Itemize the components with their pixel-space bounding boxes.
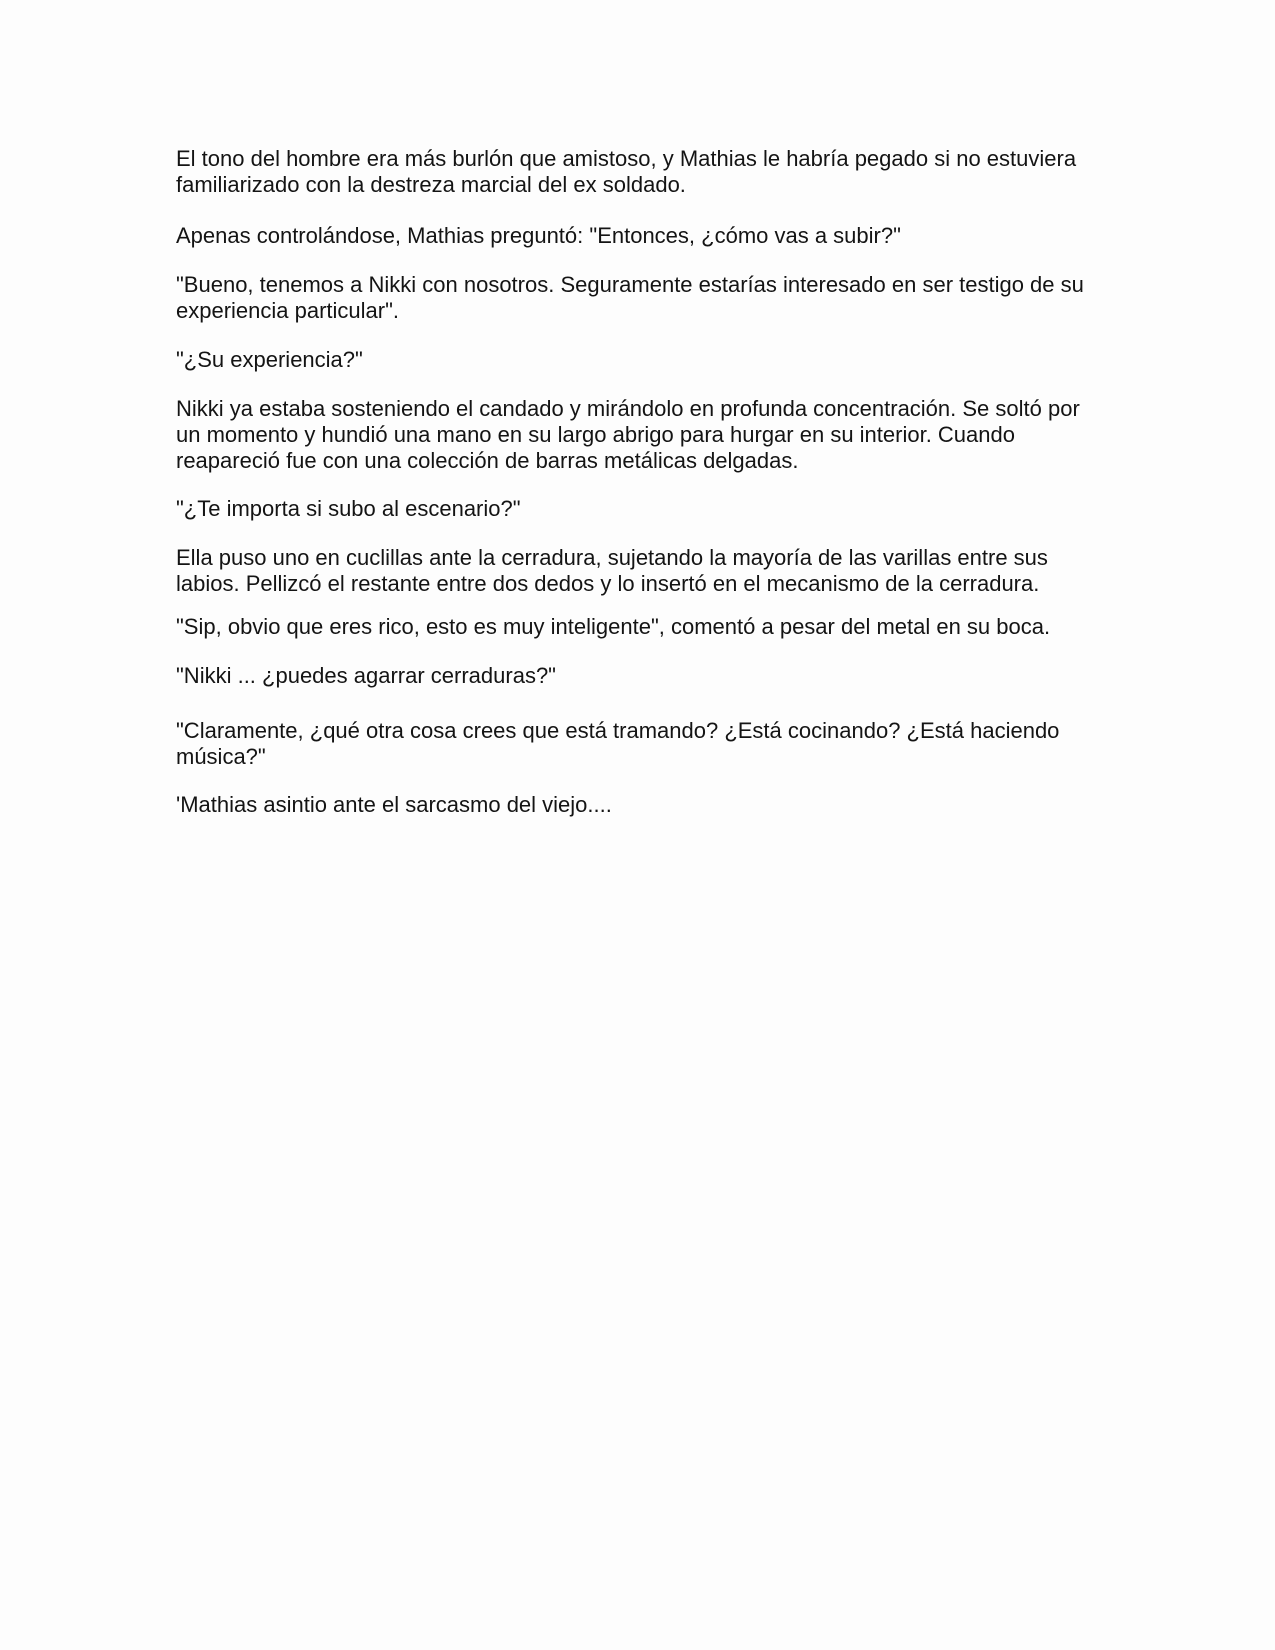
paragraph: "Nikki ... ¿puedes agarrar cerraduras?" bbox=[176, 663, 556, 688]
paragraph: Apenas controlándose, Mathias preguntó: "Entonces, ¿cómo vas a subir?" bbox=[176, 223, 901, 248]
paragraph: El tono del hombre era más burlón que amistoso, y Mathias le habría pegado si no estuviera familiarizado con la destreza marcial del ex soldado. bbox=[176, 146, 1077, 197]
paragraph: 'Mathias asintio ante el sarcasmo del viejo.... bbox=[176, 792, 612, 817]
paragraph: "¿Te importa si subo al escenario?" bbox=[176, 496, 521, 521]
paragraph: "Sip, obvio que eres rico, esto es muy inteligente", comentó a pesar del metal en su boca. bbox=[176, 614, 1051, 639]
body-text bbox=[176, 146, 1106, 818]
paragraph: Nikki ya estaba sosteniendo el candado y mirándolo en profunda concentración. Se soltó por un momento y hundió una mano en su largo abrigo para hurgar en su interior. Cuando reapareció fue con una colección de barras metálicas delgadas. bbox=[176, 396, 1080, 473]
paragraph: Ella puso uno en cuclillas ante la cerradura, sujetando la mayoría de las varillas entre sus labios. Pellizcó el restante entre dos dedos y lo insertó en el mecanismo de la cerradura. bbox=[176, 545, 1048, 596]
paragraph: "Claramente, ¿qué otra cosa crees que está tramando? ¿Está cocinando? ¿Está haciendo música?" bbox=[176, 718, 1060, 769]
paragraph: "Bueno, tenemos a Nikki con nosotros. Seguramente estarías interesado en ser testigo de su experiencia particular". bbox=[176, 272, 1084, 323]
paragraph: "¿Su experiencia?" bbox=[176, 347, 363, 372]
